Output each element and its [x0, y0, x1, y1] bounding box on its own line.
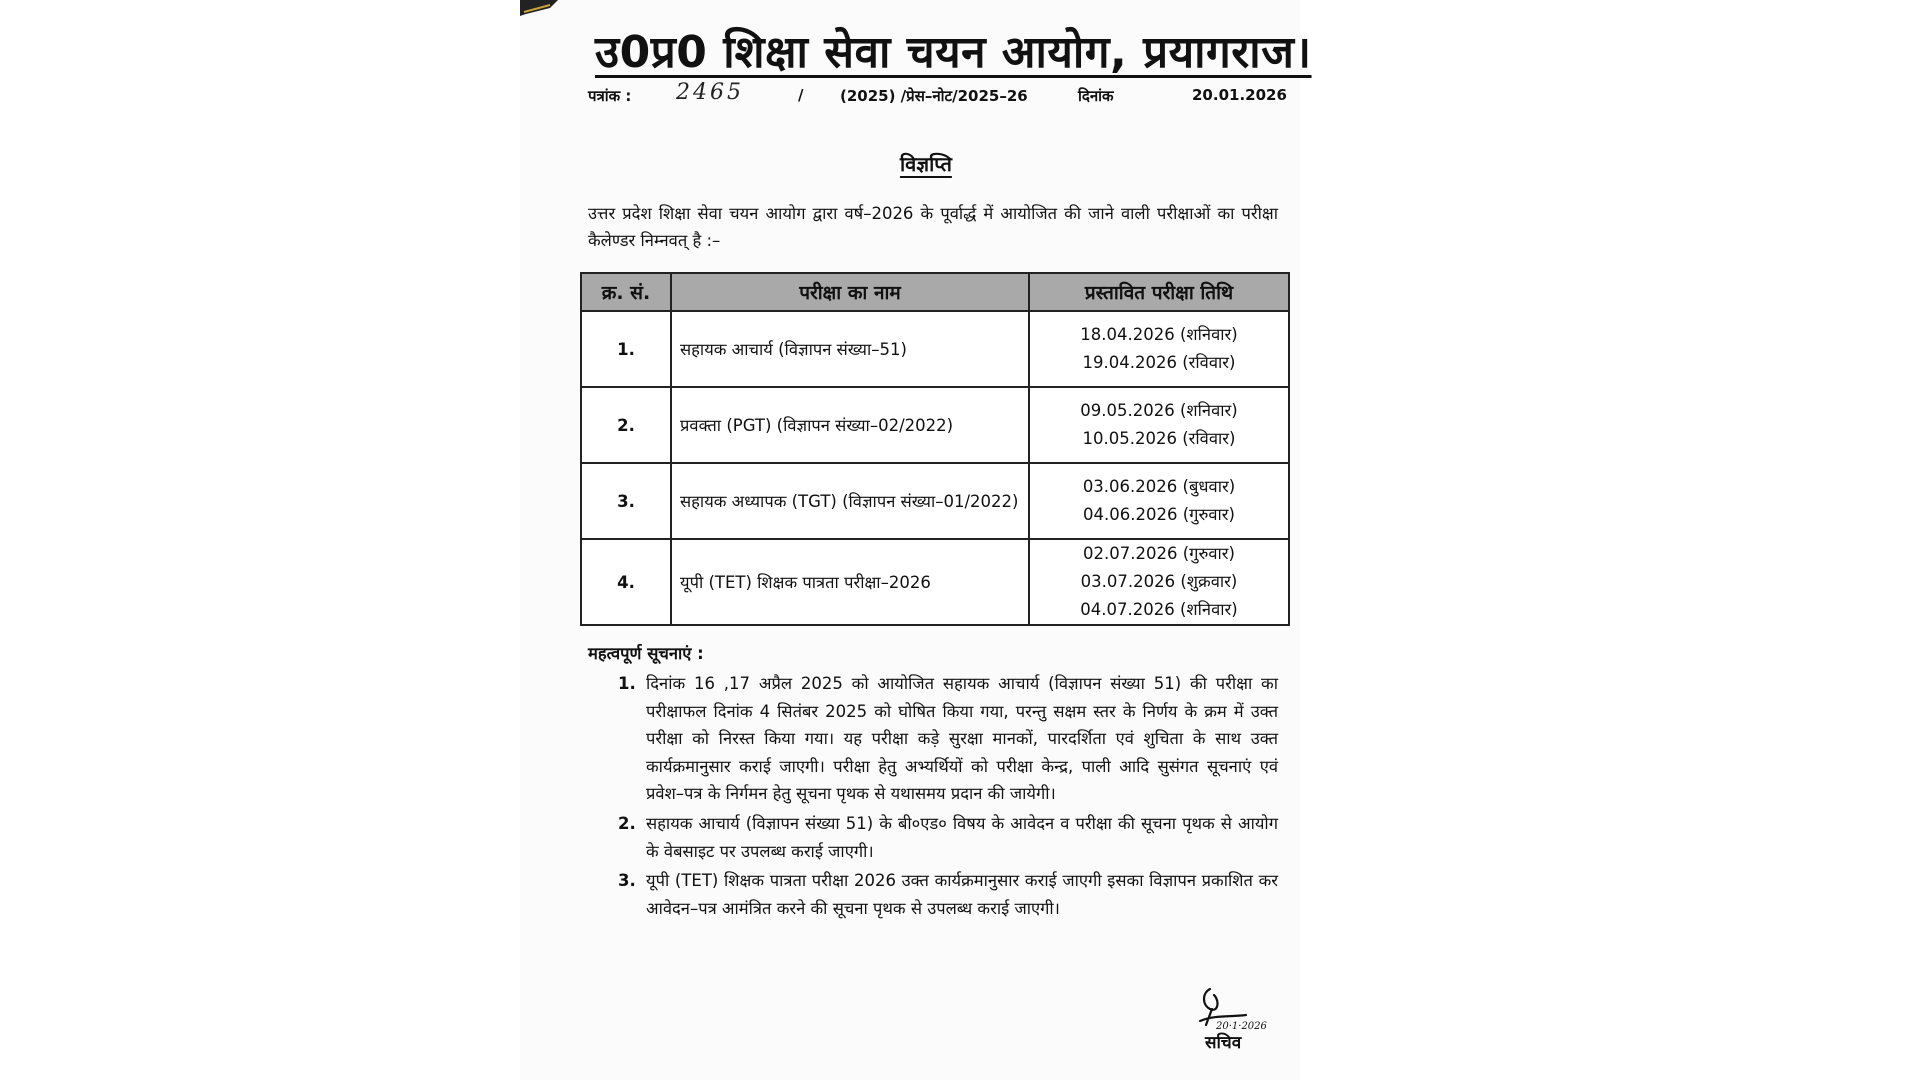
svg-text:20·1·2026: 20·1·2026 [1216, 1021, 1267, 1032]
table-row [581, 539, 1289, 625]
exam-date: 09.05.2026 (शनिवार) [1080, 401, 1238, 420]
press-note-document [520, 0, 1312, 1080]
important-notes-heading: महत्वपूर्ण सूचनाएं : [588, 644, 704, 663]
list-item [618, 810, 1278, 865]
table-header-row [581, 273, 1289, 311]
serial-number: 2. [581, 387, 671, 463]
serial-number: 3. [581, 463, 671, 539]
exam-name: यूपी (TET) शिक्षक पात्रता परीक्षा–2026 [671, 539, 1029, 625]
reference-date: 20.01.2026 [1192, 86, 1287, 104]
serial-number: 1. [581, 311, 671, 387]
note-text: यूपी (TET) शिक्षक पात्रता परीक्षा 2026 उक्त कार्यक्रमानुसार कराई जाएगी इसका विज्ञापन प्रकाशित कर आवेदन–पत्र आमंत्रित करने की सूचना पृथक से उपलब्ध कराई जाएगी। [646, 871, 1278, 918]
reference-number: 2465 [676, 80, 744, 105]
signatory-designation: सचिव [1205, 1033, 1242, 1053]
exam-date: 18.04.2026 (शनिवार) [1080, 325, 1238, 344]
note-number: 1. [618, 674, 636, 693]
table-row [581, 463, 1289, 539]
exam-date: 04.07.2026 (शनिवार) [1080, 600, 1238, 619]
reference-line [588, 80, 1287, 108]
list-item [618, 867, 1278, 922]
important-notes-list [618, 670, 1278, 924]
commission-title: उ0प्र0 शिक्षा सेवा चयन आयोग, प्रयागराज। [595, 27, 1312, 78]
page-corner-mark [520, 0, 560, 20]
header-exam-name: परीक्षा का नाम [671, 273, 1029, 311]
note-number: 2. [618, 813, 636, 833]
intro-paragraph: उत्तर प्रदेश शिक्षा सेवा चयन आयोग द्वारा वर्ष–2026 के पूर्वार्द्ध में आयोजित की जाने वाली परीक्षाओं का परीक्षा कैलेण्डर निम्नवत् है :– [588, 204, 1278, 250]
note-text: सहायक आचार्य (विज्ञापन संख्या 51) के बी०एड० विषय के आवेदन व परीक्षा की सूचना पृथक से आयोग के वेबसाइट पर उपलब्ध कराई जाएगी। [646, 813, 1278, 861]
exam-date: 02.07.2026 (गुरुवार) [1083, 544, 1235, 563]
header-serial: क्र. सं. [581, 273, 671, 311]
exam-dates [1029, 311, 1289, 387]
exam-dates [1029, 387, 1289, 463]
note-text: दिनांक 16 ,17 अप्रैल 2025 को आयोजित सहायक आचार्य (विज्ञापन संख्या 51) की परीक्षा का परीक्षाफल दिनांक 4 सितंबर 2025 को घोषित किया गया, परन्तु सक्षम स्तर के निर्णय के क्रम में उक्त परीक्षा को निरस्त किया गया। यह परीक्षा कड़े सुरक्षा मानकों, पारदर्शिता एवं शुचिता के साथ उक्त कार्यक्रमानुसार कराई जाएगी। परीक्षा हेतु अभ्यर्थियों को परीक्षा केन्द्र, पाली आदि सुसंगत सूचनाएं एवं प्रवेश–पत्र के निर्गमन हेतु सूचना पृथक से यथासमय प्रदान की जायेगी। [646, 674, 1278, 804]
exam-date: 19.04.2026 (रविवार) [1082, 353, 1236, 372]
handwritten-signature [1180, 985, 1270, 1033]
reference-label: पत्रांक : [588, 87, 632, 105]
date-label: दिनांक [1078, 87, 1114, 105]
reference-slash: / [798, 86, 804, 104]
exam-dates [1029, 539, 1289, 625]
exam-calendar-table [580, 272, 1290, 626]
exam-name: सहायक अध्यापक (TGT) (विज्ञापन संख्या–01/2022) [671, 463, 1029, 539]
list-item [618, 670, 1278, 808]
exam-name: सहायक आचार्य (विज्ञापन संख्या–51) [671, 311, 1029, 387]
table-row [581, 311, 1289, 387]
header-exam-date: प्रस्तावित परीक्षा तिथि [1029, 273, 1289, 311]
notice-heading: विज्ञप्ति [900, 152, 952, 176]
exam-date: 03.07.2026 (शुक्रवार) [1080, 572, 1238, 591]
exam-date: 03.06.2026 (बुधवार) [1082, 477, 1236, 496]
note-number: 3. [618, 871, 636, 891]
exam-date: 10.05.2026 (रविवार) [1082, 429, 1236, 448]
exam-dates [1029, 463, 1289, 539]
reference-code: (2025) /प्रेस–नोट/2025–26 [840, 87, 1028, 105]
exam-name: प्रवक्ता (PGT) (विज्ञापन संख्या–02/2022) [671, 387, 1029, 463]
exam-date: 04.06.2026 (गुरुवार) [1083, 505, 1235, 524]
serial-number: 4. [581, 539, 671, 625]
table-row [581, 387, 1289, 463]
